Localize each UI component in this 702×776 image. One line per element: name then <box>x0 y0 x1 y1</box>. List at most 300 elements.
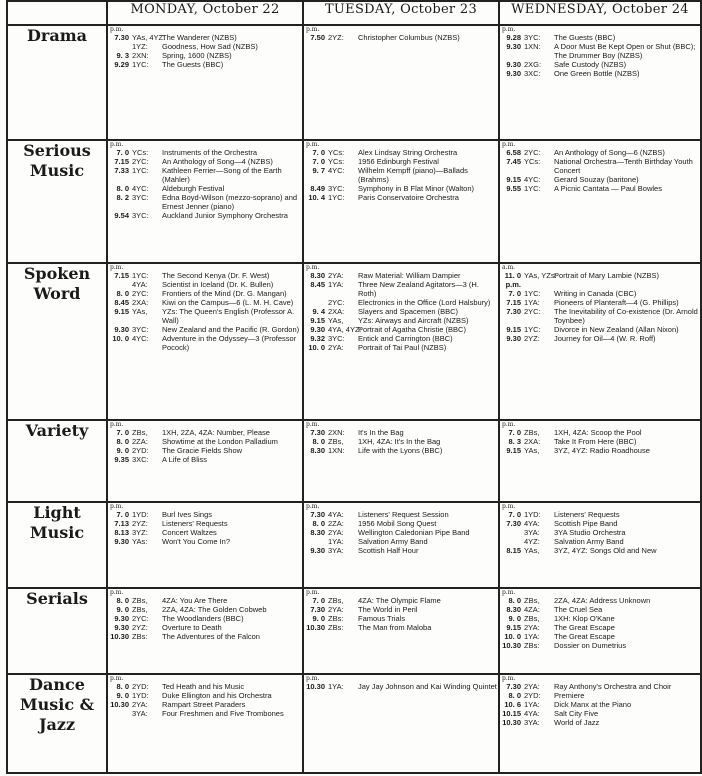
entry-time: 8. 0 <box>116 596 129 605</box>
listing-entry <box>304 510 498 519</box>
entry-program: Goodness, How Sad (NZBS) <box>162 42 258 51</box>
entry-time: 10. 6 <box>504 700 521 710</box>
entry-time: 8. 0 <box>116 289 129 299</box>
entry-station: 4YC: <box>328 166 345 176</box>
entry-station: 3YA: <box>524 527 540 537</box>
entry-time: 10.15 <box>502 709 521 719</box>
entry-program: YZs: Airways and Aircraft (NZBS) <box>358 316 469 326</box>
entry-program: 3YZ, 4YZ: Radio Roadhouse <box>554 445 650 455</box>
entry-time: 7.15 <box>506 298 521 308</box>
time-period-label: p.m. <box>110 675 124 683</box>
category-label: Dance Music & Jazz <box>7 674 107 773</box>
listing-entry <box>108 289 302 298</box>
entry-program: The Guests (BBC) <box>162 60 224 69</box>
listing-entry <box>500 298 700 307</box>
listing-entry <box>108 596 302 605</box>
entry-time: 9.54 <box>114 211 129 221</box>
entry-station: 2YD: <box>132 682 149 692</box>
entry-program: The Second Kenya (Dr. F. West) <box>162 271 270 281</box>
entry-station: 2YA: <box>524 682 540 692</box>
entry-time: 8.30 <box>310 445 325 455</box>
entry-program: The Cruel Sea <box>554 605 603 614</box>
entry-program: The Woodlanders (BBC) <box>162 614 244 623</box>
listing-entry <box>108 298 302 307</box>
entry-station <box>524 280 554 289</box>
entry-time: 10.30 <box>110 700 129 710</box>
listing-entry <box>304 325 498 334</box>
listing-entry <box>108 632 302 641</box>
time-period-label: p.m. <box>110 264 124 272</box>
listing-entry <box>500 682 700 691</box>
entry-program: Scottish Pipe Band <box>554 518 618 528</box>
listing-entry <box>108 537 302 546</box>
listing-entry <box>108 614 302 623</box>
entry-station: 2ZA: <box>132 436 148 446</box>
entry-time: 7. 0 <box>116 427 129 437</box>
entry-time: 8.30 <box>310 271 325 281</box>
listing-entry <box>304 157 498 166</box>
entry-station: 3YC: <box>132 211 149 221</box>
listing-entry <box>304 528 498 537</box>
entry-program: 4ZA: You Are There <box>162 596 228 605</box>
entry-program: Three New Zealand Agitators—3 (H. Roth) <box>358 280 479 299</box>
listing-cell <box>499 502 701 588</box>
entry-station: 2YD: <box>524 691 541 701</box>
listing-entry <box>500 691 700 700</box>
listing-entry <box>108 280 302 289</box>
time-period-label: p.m. <box>306 675 320 683</box>
listing-entry <box>500 289 700 298</box>
listing-entry <box>304 446 498 455</box>
time-period-label: p.m. <box>502 502 516 510</box>
entry-program: Instruments of the Orchestra <box>162 148 258 158</box>
listing-cell <box>499 140 701 263</box>
listing-entry <box>500 334 700 343</box>
listing-entry <box>500 42 700 60</box>
time-period-label: p.m. <box>306 26 320 33</box>
entry-station: 3YA: <box>328 545 344 555</box>
listing-entry <box>500 184 700 193</box>
entry-time: 10. 0 <box>308 343 325 353</box>
listing-entry <box>500 641 700 650</box>
entry-program: Wellington Caledonian Pipe Band <box>358 527 470 537</box>
entry-station: YCs: <box>524 157 541 167</box>
entry-station: 4YC: <box>132 184 149 194</box>
entry-station: YCs: <box>132 148 149 158</box>
listing-entry <box>108 682 302 691</box>
entry-station: 4YA, 4YZ: <box>328 325 362 335</box>
entry-program: The Great Escape <box>554 632 615 641</box>
entry-program: 2ZA, 4ZA: Address Unknown <box>554 596 651 605</box>
entry-program: 1956 Edinburgh Festival <box>358 157 439 167</box>
entry-time: 7.30 <box>114 33 129 42</box>
listing-entry <box>304 271 498 280</box>
entry-program: Portrait of Mary Lambie (NZBS) <box>554 271 660 281</box>
entry-program: Auckland Junior Symphony Orchestra <box>162 211 288 221</box>
time-period-label: p.m. <box>306 141 320 149</box>
listing-cell <box>499 588 701 674</box>
entry-station: 2YZ: <box>132 518 148 528</box>
listing-entry <box>108 307 302 325</box>
entry-program: 2ZA, 4ZA: The Golden Cobweb <box>162 605 267 614</box>
entry-time: 9.28 <box>506 33 521 42</box>
entry-time: 9.30 <box>114 623 129 632</box>
entry-program: Famous Trials <box>358 614 406 623</box>
day-header-wednesday: WEDNESDAY, October 24 <box>499 1 701 25</box>
entry-station: 3XC: <box>524 69 541 78</box>
entry-time: 8.15 <box>506 545 521 555</box>
listing-entry <box>108 691 302 700</box>
entry-time <box>304 537 328 546</box>
listing-entry <box>108 519 302 528</box>
listing-cell <box>107 674 303 773</box>
entry-station: YAs, <box>524 545 540 555</box>
entry-program: The Wanderer (NZBS) <box>162 33 237 42</box>
entry-station: 1YA: <box>328 280 344 290</box>
listing-entry <box>500 700 700 709</box>
entry-time: 10. 4 <box>308 193 325 203</box>
time-period-label: p.m. <box>502 589 516 596</box>
entry-station: 1XN: <box>328 445 345 455</box>
entry-program: Wilhelm Kempff (piano)—Ballads (Brahms) <box>358 166 468 185</box>
listing-entry <box>108 60 302 69</box>
entry-time: 9.30 <box>114 536 129 546</box>
entry-station: 4YA: <box>328 509 344 519</box>
entry-station: 1YD: <box>524 509 541 519</box>
listing-entry <box>108 700 302 709</box>
entry-station: 1YC: <box>132 271 149 281</box>
entry-station: 3YZ: <box>132 527 148 537</box>
entry-station: 3YA: <box>132 709 148 719</box>
listing-entry <box>304 682 498 691</box>
listing-cell <box>107 140 303 263</box>
entry-station: 1YC: <box>328 193 345 203</box>
entry-program: Concert Waltzes <box>162 527 217 537</box>
listing-entry <box>500 437 700 446</box>
entry-program: The Inevitability of Co-existence (Dr. Arnold Toynbee) <box>554 307 698 326</box>
entry-program: Life with the Lyons (BBC) <box>358 445 443 455</box>
entry-station: ZBs, <box>132 596 148 605</box>
entry-program: National Orchestra—Tenth Birthday Youth Concert <box>554 157 693 176</box>
listing-cell <box>107 420 303 502</box>
entry-program: Four Freshmen and Five Trombones <box>162 709 284 719</box>
entry-program: One Green Bottle (NZBS) <box>554 69 640 78</box>
entry-station: ZBs: <box>132 632 148 641</box>
listing-entry <box>500 446 700 455</box>
entry-program: Writing in Canada (CBC) <box>554 289 637 299</box>
listing-cell <box>303 263 499 419</box>
listing-cell <box>303 140 499 263</box>
listing-entry <box>500 175 700 184</box>
entry-program: Salvation Army Band <box>554 536 624 546</box>
listing-entry <box>108 528 302 537</box>
listing-entry <box>500 148 700 157</box>
listing-entry <box>108 428 302 437</box>
listing-entry <box>304 614 498 623</box>
entry-time: 7.15 <box>114 271 129 281</box>
entry-station: YAs, YZs: <box>524 271 557 281</box>
entry-time: p.m. <box>505 280 521 290</box>
entry-program: Scottish Half Hour <box>358 545 419 555</box>
entry-time: 7.33 <box>114 166 129 176</box>
entry-program: Burl Ives Sings <box>162 509 213 519</box>
entry-time: 9. 0 <box>116 691 129 701</box>
entry-program: Paris Conservatoire Orchestra <box>358 193 459 203</box>
listing-entry <box>500 307 700 325</box>
listing-entry <box>500 157 700 175</box>
entry-station: 1YC: <box>524 325 541 335</box>
entry-program: A Life of Bliss <box>162 454 208 464</box>
listing-entry <box>304 148 498 157</box>
time-period-label: p.m. <box>110 420 124 428</box>
entry-station: 2YC: <box>132 289 149 299</box>
entry-time <box>108 42 132 51</box>
entry-time: 9.30 <box>310 325 325 335</box>
entry-time: 8.45 <box>114 298 129 308</box>
listing-entry <box>500 623 700 632</box>
entry-program: 1XH, 2ZA, 4ZA: Number, Please <box>162 427 270 437</box>
entry-program: Won't You Come In? <box>162 536 231 546</box>
entry-program: Pioneers of Planteraft—4 (G. Phillips) <box>554 298 679 308</box>
listing-entry <box>500 537 700 546</box>
entry-station: YAs, <box>524 445 540 455</box>
listing-entry <box>304 343 498 352</box>
listing-entry <box>500 271 700 280</box>
entry-time: 10.30 <box>306 682 325 692</box>
category-row <box>7 420 701 502</box>
entry-time: 9. 0 <box>116 445 129 455</box>
entry-program: Spring, 1600 (NZBS) <box>162 51 232 60</box>
entry-station: 1YA: <box>524 632 540 641</box>
entry-station: 3YC: <box>132 193 149 203</box>
time-period-label: a.m. <box>502 264 516 272</box>
entry-station: 2YC: <box>328 298 345 308</box>
listing-entry <box>108 184 302 193</box>
entry-program: YZs: The Queen's English (Professor A. Wall) <box>162 307 295 326</box>
listing-entry <box>500 519 700 528</box>
entry-program: Jay Jay Johnson and Kai Winding Quintet <box>358 682 497 692</box>
entry-program: Listeners' Request Session <box>358 509 449 519</box>
category-label: Spoken Word <box>7 263 107 419</box>
entry-program: 1XH, 4ZA: Scoop the Pool <box>554 427 642 437</box>
listings-body <box>7 25 701 773</box>
entry-time: 9.15 <box>506 325 521 335</box>
entry-time: 10. 0 <box>112 334 129 344</box>
entry-program: 3YZ, 4YZ: Songs Old and New <box>554 545 657 555</box>
entry-time: 7. 0 <box>116 148 129 158</box>
entry-program: Rampart Street Paraders <box>162 700 246 710</box>
listing-entry <box>304 605 498 614</box>
listing-entry <box>304 334 498 343</box>
listing-entry <box>500 709 700 718</box>
entry-station: 1YZ: <box>132 42 148 51</box>
entry-station: 1YC: <box>524 289 541 299</box>
entry-station: 4YA: <box>132 280 148 290</box>
time-period-label: p.m. <box>306 264 320 272</box>
category-row <box>7 25 701 140</box>
entry-program: Listeners' Requests <box>162 518 228 528</box>
entry-program: Safe Custody (NZBS) <box>554 60 627 69</box>
entry-station: 1YA: <box>524 700 540 710</box>
entry-program: It's In the Bag <box>358 427 404 437</box>
entry-station: ZBs: <box>524 641 540 650</box>
entry-program: New Zealand and the Pacific (R. Gordon) <box>162 325 300 335</box>
category-label: Light Music <box>7 502 107 588</box>
listing-entry <box>500 632 700 641</box>
entry-station: ZBs, <box>524 427 540 437</box>
listing-cell <box>303 420 499 502</box>
entry-time: 8. 0 <box>508 691 521 701</box>
entry-station: 3YA: <box>524 718 540 728</box>
day-header-row <box>7 1 701 25</box>
entry-time: 8. 0 <box>312 518 325 528</box>
listing-entry <box>108 166 302 184</box>
entry-station: 4YA: <box>524 518 540 528</box>
entry-time: 7. 0 <box>312 148 325 158</box>
listing-entry <box>304 546 498 555</box>
listing-entry <box>108 446 302 455</box>
entry-time: 8.30 <box>506 605 521 614</box>
listing-cell <box>107 502 303 588</box>
entry-time: 8. 0 <box>116 436 129 446</box>
listing-entry <box>108 455 302 464</box>
entry-program: Aldeburgh Festival <box>162 184 225 194</box>
time-period-label: p.m. <box>110 589 124 596</box>
category-row <box>7 140 701 263</box>
entry-time: 9.30 <box>506 42 521 51</box>
listing-entry <box>304 166 498 184</box>
entry-time: 7.30 <box>310 509 325 519</box>
entry-program: Overture to Death <box>162 623 222 632</box>
entry-time: 7.30 <box>310 427 325 437</box>
entry-time: 9.30 <box>310 545 325 555</box>
listing-entry <box>304 623 498 632</box>
entry-time: 8. 0 <box>312 436 325 446</box>
entry-program: A Picnic Cantata — Paul Bowles <box>554 184 662 194</box>
listing-entry <box>108 271 302 280</box>
entry-time: 9.15 <box>506 623 521 632</box>
entry-station: 1YA: <box>524 298 540 308</box>
entry-program: Salvation Army Band <box>358 536 428 546</box>
category-row <box>7 674 701 773</box>
category-row <box>7 263 701 419</box>
entry-time: 8. 2 <box>116 193 129 203</box>
entry-program: Raw Material: William Dampier <box>358 271 461 281</box>
listing-entry <box>304 519 498 528</box>
listing-entry <box>500 60 700 69</box>
entry-time <box>304 298 328 307</box>
entry-program: 3YA Studio Orchestra <box>554 527 626 537</box>
entry-station: YAs, <box>328 316 344 326</box>
entry-station: 2ZA: <box>328 518 344 528</box>
day-header-monday: MONDAY, October 22 <box>107 1 303 25</box>
entry-program: The Great Escape <box>554 623 615 632</box>
entry-program: The Gracie Fields Show <box>162 445 243 455</box>
entry-time: 9.30 <box>506 334 521 344</box>
entry-station: 2YZ: <box>524 334 540 344</box>
listing-entry <box>500 510 700 519</box>
time-period-label: p.m. <box>502 420 516 428</box>
entry-program: The Guests (BBC) <box>554 33 616 42</box>
entry-time: 9.29 <box>114 60 129 69</box>
listing-entry <box>108 623 302 632</box>
entry-program: Portrait of Tai Paul (NZBS) <box>358 343 447 353</box>
listing-entry <box>304 298 498 307</box>
time-period-label: p.m. <box>306 420 320 428</box>
entry-time: 9.30 <box>506 69 521 78</box>
entry-time: 7. 0 <box>508 427 521 437</box>
entry-program: Take It From Here (BBC) <box>554 436 637 446</box>
listing-entry <box>500 605 700 614</box>
entry-time: 9. 3 <box>116 51 129 60</box>
entry-time: 10.30 <box>110 632 129 641</box>
entry-station: 2YZ: <box>328 33 344 42</box>
entry-program: Showtime at the London Palladium <box>162 436 278 446</box>
listing-entry <box>108 709 302 718</box>
entry-station: 2YA: <box>328 271 344 281</box>
entry-station: 3YC: <box>524 33 541 42</box>
entry-time: 9.15 <box>506 175 521 185</box>
listing-entry <box>108 148 302 157</box>
listing-entry <box>304 537 498 546</box>
listing-entry <box>108 211 302 220</box>
entry-station: 2YA: <box>524 623 540 632</box>
category-row <box>7 588 701 674</box>
entry-program: Christopher Columbus (NZBS) <box>358 33 460 42</box>
listing-entry <box>304 428 498 437</box>
entry-program: An Anthology of Song—6 (NZBS) <box>554 148 665 158</box>
entry-program: Scientist in Iceland (Dr. K. Bullen) <box>162 280 274 290</box>
entry-program: Portrait of Agatha Christie (BBC) <box>358 325 466 335</box>
entry-time: 9.30 <box>114 614 129 623</box>
listing-entry <box>108 51 302 60</box>
listing-entry <box>304 307 498 316</box>
entry-program: 1XH: Klop O'Kane <box>554 614 615 623</box>
entry-station: 2YA: <box>132 700 148 710</box>
entry-program: An Anthology of Song—4 (NZBS) <box>162 157 273 167</box>
entry-time: 8. 0 <box>116 682 129 692</box>
entry-time: 7.15 <box>114 157 129 167</box>
entry-program: Ray Anthony's Orchestra and Choir <box>554 682 672 692</box>
time-period-label: p.m. <box>502 26 516 33</box>
listing-cell <box>499 263 701 419</box>
day-header-tuesday: TUESDAY, October 23 <box>303 1 499 25</box>
entry-time: 8. 0 <box>508 596 521 605</box>
entry-time: 10.30 <box>306 623 325 632</box>
entry-program: Divorce in New Zealand (Allan Nixon) <box>554 325 679 335</box>
listing-entry <box>304 193 498 202</box>
listing-cell <box>303 502 499 588</box>
entry-time: 6.58 <box>506 148 521 158</box>
entry-time: 10. 0 <box>504 632 521 641</box>
listing-cell <box>303 25 499 140</box>
time-period-label: p.m. <box>306 589 320 596</box>
entry-time: 8. 3 <box>508 436 521 446</box>
entry-station: ZBs, <box>328 596 344 605</box>
entry-station: 1YA: <box>328 536 344 546</box>
entry-time <box>500 528 524 537</box>
listing-entry <box>500 325 700 334</box>
entry-program: Gerard Souzay (baritone) <box>554 175 639 185</box>
entry-time: 10.30 <box>502 718 521 728</box>
time-period-label: p.m. <box>502 141 516 149</box>
entry-station: 1YC: <box>132 166 149 176</box>
entry-station: 2XN: <box>132 51 149 60</box>
entry-station: 2YD: <box>132 445 149 455</box>
entry-time: 7.30 <box>506 307 521 317</box>
listing-cell <box>107 588 303 674</box>
entry-station: 2XA: <box>328 307 345 317</box>
